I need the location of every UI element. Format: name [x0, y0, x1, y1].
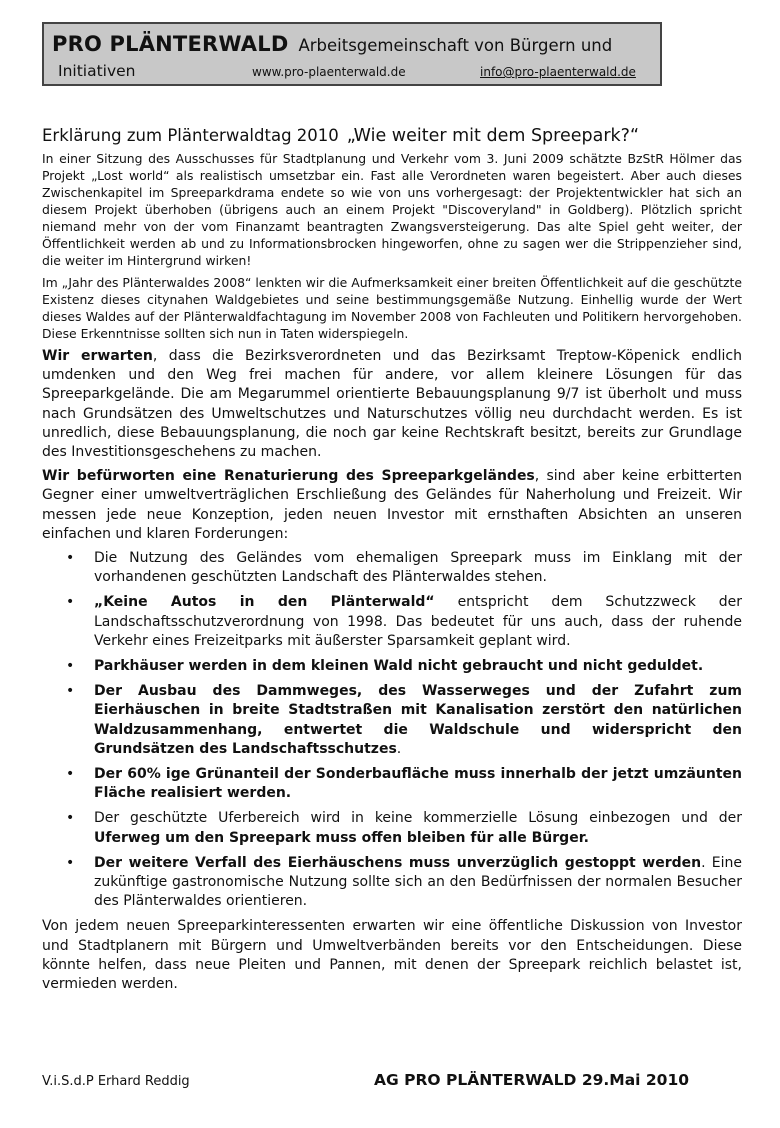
- paragraph-3-text: , dass die Bezirksverordneten und das Bezirksamt Treptow-Köpenick endlich umdenken und den Weg frei machen für andere, vor allem kleinere Lösungen für das Spreeparkgelände. Die am Megarummel orientierte Bebauungsplanung 9/7 ist überholt und muss nach Grundsätzen des Umweltschutzes und Naturschutzes völlig neu durchdacht werden. Es ist unredlich, diese Bebauungsplanung, die noch gar keine Rechtskraft besitzt, bereits zur Grundlage des Investitionsgeschehens zu machen.: [42, 348, 742, 461]
- bullet-icon: •: [66, 766, 75, 783]
- bullet-icon: •: [66, 854, 75, 871]
- paragraph-5: Von jedem neuen Spreeparkinteressenten erwarten wir eine öffentliche Diskussion von Investor und Stadtplanern mit Bürgern und Umweltverbänden bereits vor den Entscheidungen. Diese könnte helfen, dass neue Pleiten und Pannen, mit denen der Spreepark reichlich belastet ist, vermieden werden.: [42, 918, 742, 993]
- title-quote: „Wie weiter mit dem Spreepark?“: [346, 126, 640, 146]
- list-item: • Der weitere Verfall des Eierhäuschens muss unverzüglich gestoppt werden. Eine zukünftige gastronomische Nutzung sollte sich an den Bedürfnissen der normalen Besucher des Plänterwaldes orientieren.: [66, 854, 743, 910]
- paragraph-3-lead: Wir erwarten: [42, 348, 153, 364]
- list-item: • Der geschützte Uferbereich wird in keine kommerzielle Lösung einbezogen und der Uferweg um den Spreepark muss offen bleiben für alle Bürger.: [66, 810, 742, 846]
- list-item: • „Keine Autos in den Plänterwald“ entspricht dem Schutzzweck der Landschaftsschutzverordnung von 1998. Das bedeutet für uns auch, dass der ruhende Verkehr eines Freizeitparks mit äußerster Sparsamkeit geplant wird.: [66, 594, 742, 649]
- paragraph-4-text: , sind aber keine erbitterten Gegner einer umweltverträglichen Erschließung des Geländes für Naherholung und Freizeit. Wir messen jede neue Konzeption, jeden neuen Investor mit ernsthaften Absichten an unseren einfachen und klaren Forderungen:: [42, 468, 742, 542]
- bullet-icon: •: [66, 658, 75, 675]
- document-title: [42, 126, 742, 146]
- letterhead-line-2: [52, 60, 650, 82]
- bullet-icon: •: [66, 683, 75, 700]
- bullet-icon: •: [66, 810, 75, 827]
- list-item: • Parkhäuser werden in dem kleinen Wald nicht gebraucht und nicht geduldet.: [42, 657, 742, 676]
- paragraph-4: [42, 467, 742, 544]
- email-link[interactable]: info@pro-plaenterwald.de: [480, 65, 636, 79]
- list-item: • Die Nutzung des Geländes vom ehemaligen Spreepark muss im Einklang mit der vorhandenen geschützten Landschaft des Plänterwaldes stehen.: [66, 550, 742, 586]
- demands-list: [42, 549, 742, 911]
- bullet-icon: •: [66, 550, 75, 567]
- document-body: [42, 126, 742, 999]
- list-item: • Der 60% ige Grünanteil der Sonderbaufläche muss innerhalb der jetzt umzäunten Fläche realisiert werden.: [66, 766, 742, 802]
- paragraph-3: [42, 347, 742, 462]
- title-main: Erklärung zum Plänterwaldtag 2010: [42, 126, 339, 145]
- website-link[interactable]: www.pro-plaenterwald.de: [252, 65, 406, 79]
- letterhead-box: [42, 22, 662, 86]
- organization-subtitle-end: Initiativen: [58, 62, 136, 80]
- bullet-icon: •: [66, 594, 75, 611]
- organization-subtitle: Arbeitsgemeinschaft von Bürgern und: [298, 36, 613, 55]
- paragraph-4-lead: Wir befürworten eine Renaturierung des Spreeparkgeländes: [42, 468, 535, 485]
- list-item: • Der Ausbau des Dammweges, des Wasserweges und der Zufahrt zum Eierhäuschen in breite Stadtstraßen mit Kanalisation zerstört den natürlichen Waldzusammenhang, entwertet die Waldschule und widerspricht den Grundsätzen des Landschaftsschutzes.: [66, 683, 742, 757]
- paragraph-2: Im „Jahr des Plänterwaldes 2008“ lenkten wir die Aufmerksamkeit einer breiten Öffentlichkeit auf die geschützte Existenz dieses citynahen Waldgebietes und seine bestimmungsgemäße Nutzung. Einhellig wurde der Wert dieses Waldes auf der Plänterwaldfachtagung im November 2008 von Fachleuten und Politikern hervorgehoben. Diese Erkenntnisse sollten sich nun in Taten widerspiegeln.: [42, 275, 742, 341]
- paragraph-1: In einer Sitzung des Ausschusses für Stadtplanung und Verkehr vom 3. Juni 2009 schätzte BzStR Hölmer das Projekt „Lost world“ als realistisch umsetzbar ein. Fast alle Verordneten waren begeistert. Aber auch dieses Zwischenkapitel im Spreeparkdrama endete so wie von uns vorhergesagt: der Projektentwickler hat sich an diesem Projekt überhoben (übrigens auch an einem Projekt "Discoveryland" in Goldberg). Plötzlich spricht niemand mehr von der vom Finanzamt beantragten Zwangsversteigerung. Das alte Spiel geht weiter, der Öffentlichkeit werden ab und zu Informationsbrocken hingeworfen, ohne zu sagen wer die Strippenzieher sind, die weiter im Hintergrund wirken!: [42, 151, 742, 268]
- organization-name: PRO PLÄNTERWALD: [52, 32, 289, 56]
- organization-date: AG PRO PLÄNTERWALD 29.Mai 2010: [374, 1071, 690, 1089]
- letterhead-line-1: [52, 30, 650, 60]
- signature-line: V.i.S.d.P Erhard Reddig: [42, 1074, 190, 1089]
